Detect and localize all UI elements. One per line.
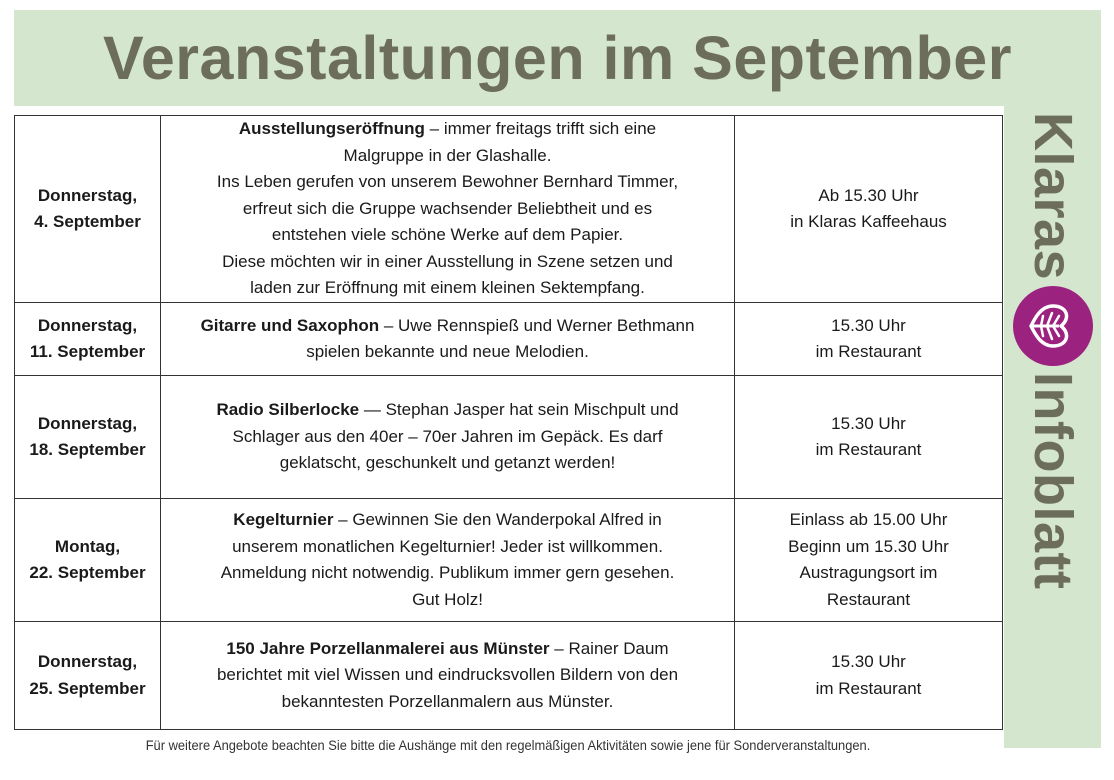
event-description-line <box>167 587 728 614</box>
event-description-line <box>167 116 728 143</box>
event-date-line: 22. September <box>29 563 146 582</box>
side-branding <box>1008 112 1098 712</box>
event-title: Gitarre und Saxophon <box>200 315 380 335</box>
event-description <box>161 303 735 376</box>
event-description-line <box>167 339 728 366</box>
event-row <box>15 303 1003 376</box>
event-time-location <box>735 303 1003 376</box>
event-description <box>161 622 735 730</box>
event-time-line: 15.30 Uhr <box>831 315 906 335</box>
events-table <box>14 115 1003 730</box>
event-time-line: Beginn um 15.30 Uhr <box>788 536 949 556</box>
event-time-line: im Restaurant <box>815 342 922 361</box>
event-date-line: 18. September <box>29 440 146 459</box>
event-date-line: Donnerstag, <box>37 185 138 205</box>
event-time-line: 15.30 Uhr <box>831 413 906 433</box>
event-description-text: erfreut sich die Gruppe wachsender Beliebtheit und es <box>242 198 653 218</box>
event-description-text: berichtet mit viel Wissen und eindrucksvollen Bildern von den <box>216 665 679 685</box>
event-title: Radio Silberlocke <box>216 400 360 420</box>
event-description-text: Diese möchten wir in einer Ausstellung in Szene setzen und <box>222 251 673 271</box>
event-description-text: Gut Holz! <box>412 589 483 609</box>
event-description-line <box>167 169 728 196</box>
event-title: Ausstellungseröffnung <box>238 119 425 139</box>
event-date-line: Donnerstag, <box>37 315 138 335</box>
event-description-text: Ins Leben gerufen von unserem Bewohner Bernhard Timmer, <box>216 172 679 192</box>
event-description-text: bekanntesten Porzellanmalern aus Münster. <box>281 691 614 711</box>
event-date <box>15 303 161 376</box>
event-date-line: 11. September <box>29 342 146 361</box>
event-description-text: – Rainer Daum <box>549 638 669 658</box>
event-row <box>15 116 1003 303</box>
event-time-line: Einlass ab 15.00 Uhr <box>789 510 948 529</box>
event-title: Kegelturnier <box>233 510 334 529</box>
event-description <box>161 499 735 622</box>
event-description-text: – Gewinnen Sie den Wanderpokal Alfred in <box>333 510 662 529</box>
event-description-line <box>167 689 728 716</box>
leaf-logo-icon <box>1013 286 1093 366</box>
event-description-line <box>167 424 728 451</box>
event-description-line <box>167 662 728 689</box>
event-description-line <box>167 636 728 663</box>
event-time-line: Restaurant <box>826 589 911 609</box>
brand-word-klaras: Klaras <box>1023 112 1083 281</box>
event-time-location <box>735 376 1003 499</box>
event-description-line <box>167 560 728 587</box>
event-description-text: entstehen viele schöne Werke auf dem Papier. <box>271 225 624 245</box>
event-date-line: Montag, <box>54 536 121 556</box>
event-description <box>161 116 735 303</box>
event-time-line: im Restaurant <box>815 678 922 698</box>
footer-note: Für weitere Angebote beachten Sie bitte die Aushänge mit den regelmäßigen Aktivitäten sowie jene für Sonderveranstaltungen. <box>145 737 871 753</box>
event-description-line <box>167 275 728 302</box>
event-description-line <box>167 313 728 340</box>
event-date-line: Donnerstag, <box>37 652 138 671</box>
event-description-text: Schlager aus den 40er – 70er Jahren im Gepäck. Es darf <box>232 426 663 446</box>
event-description-text: spielen bekannte und neue Melodien. <box>306 342 589 361</box>
event-description-text: unserem monatlichen Kegelturnier! Jeder ist willkommen. <box>232 536 663 556</box>
event-description-line <box>167 397 728 424</box>
event-description-text: laden zur Eröffnung mit einem kleinen Sektempfang. <box>250 278 645 298</box>
event-description-text: Anmeldung nicht notwendig. Publikum immer gern gesehen. <box>220 563 675 582</box>
event-time-line: im Restaurant <box>815 440 922 459</box>
event-row <box>15 499 1003 622</box>
event-date-line: Donnerstag, <box>37 413 138 433</box>
event-date-line: 25. September <box>29 678 146 698</box>
event-date <box>15 499 161 622</box>
event-description-line <box>167 249 728 276</box>
event-time-line: Austragungsort im <box>799 563 938 582</box>
event-date <box>15 376 161 499</box>
event-time-location <box>735 622 1003 730</box>
event-date <box>15 622 161 730</box>
event-description-line <box>167 507 728 534</box>
event-description-line <box>167 534 728 561</box>
event-time-line: Ab 15.30 Uhr <box>818 185 919 205</box>
brand-word-infoblatt: Infoblatt <box>1023 372 1083 590</box>
page-title: Veranstaltungen im September <box>103 24 1012 92</box>
event-time-line: in Klaras Kaffeehaus <box>790 212 947 231</box>
event-description-text: Malgruppe in der Glashalle. <box>343 145 552 165</box>
event-description-text: geklatscht, geschunkelt und getanzt werden! <box>279 453 616 473</box>
event-row <box>15 622 1003 730</box>
event-description-text: – Uwe Rennspieß und Werner Bethmann <box>379 315 695 335</box>
event-description <box>161 376 735 499</box>
event-date-line: 4. September <box>34 212 141 231</box>
event-date <box>15 116 161 303</box>
event-time-line: 15.30 Uhr <box>831 652 906 671</box>
leaf-icon <box>1025 298 1081 354</box>
event-description-line <box>167 222 728 249</box>
event-description-line <box>167 450 728 477</box>
event-row <box>15 376 1003 499</box>
event-time-location <box>735 116 1003 303</box>
event-title: 150 Jahre Porzellanmalerei aus Münster <box>226 638 550 658</box>
event-description-line <box>167 196 728 223</box>
event-time-location <box>735 499 1003 622</box>
event-description-text: – immer freitags trifft sich eine <box>424 119 657 139</box>
event-description-line <box>167 143 728 170</box>
event-description-text: — Stephan Jasper hat sein Mischpult und <box>359 400 679 420</box>
